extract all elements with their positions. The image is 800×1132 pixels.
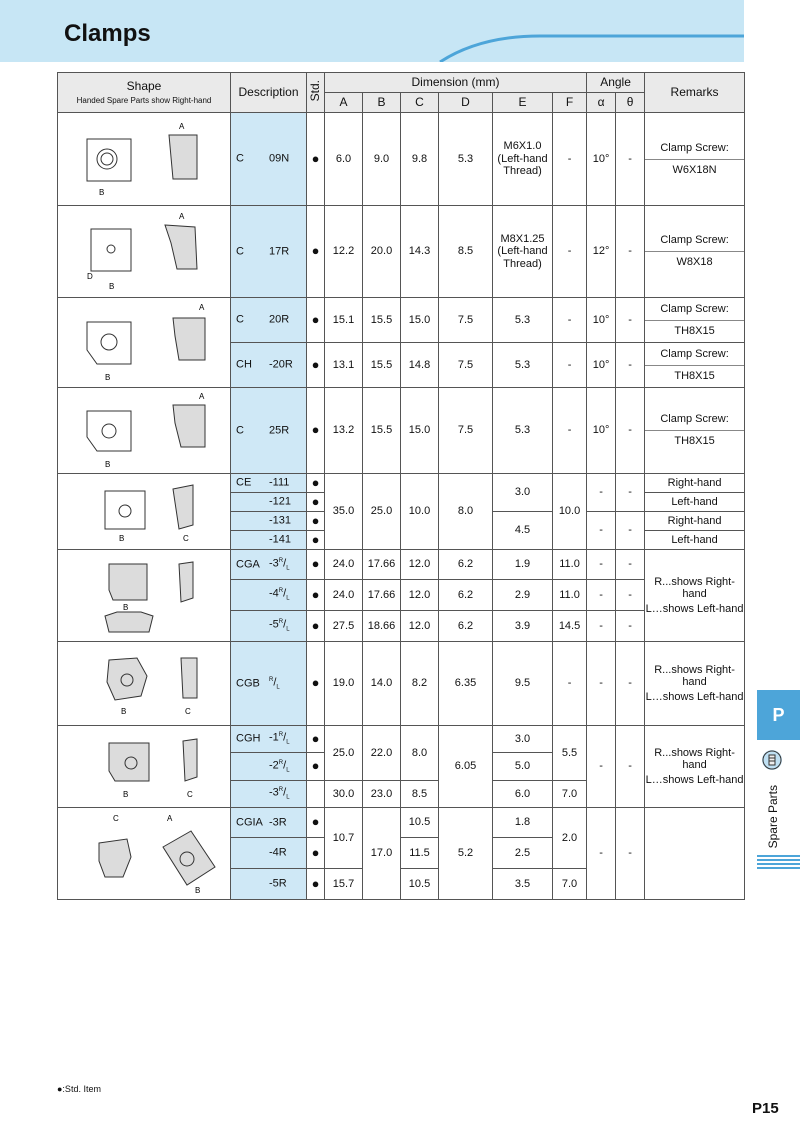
std-mark: ● xyxy=(307,493,325,512)
desc-ce131: -131 xyxy=(231,512,307,531)
cell-B: 14.0 xyxy=(363,642,401,726)
cell-C: 8.5 xyxy=(401,781,439,808)
cell-D: 5.3 xyxy=(439,113,493,206)
cell-A: 24.0 xyxy=(325,580,363,611)
std-mark: ● xyxy=(307,726,325,753)
cell-B: 20.0 xyxy=(363,206,401,298)
cell-F: - xyxy=(553,206,587,298)
cell-B: 9.0 xyxy=(363,113,401,206)
cell-D: 6.2 xyxy=(439,550,493,580)
cell-theta: - xyxy=(616,550,645,580)
cell-alpha: 10° xyxy=(587,343,616,388)
header-std: Std. xyxy=(307,73,325,113)
header-B: B xyxy=(363,93,401,113)
cell-C: 12.0 xyxy=(401,550,439,580)
svg-text:A: A xyxy=(199,391,205,401)
cell-A: 15.7 xyxy=(325,869,363,900)
std-mark: ● xyxy=(307,869,325,900)
cell-A: 27.5 xyxy=(325,611,363,642)
cell-E: 5.3 xyxy=(493,298,553,343)
std-mark: ● xyxy=(307,206,325,298)
cell-remarks: Clamp Screw: W6X18N xyxy=(645,113,745,206)
cell-B: 25.0 xyxy=(363,474,401,550)
table-row xyxy=(58,298,745,343)
svg-text:C: C xyxy=(113,813,119,823)
cell-remarks: R...shows Right-hand L…shows Left-hand xyxy=(645,642,745,726)
svg-text:B: B xyxy=(119,533,125,543)
svg-text:B: B xyxy=(99,187,105,197)
cell-remarks: R...shows Right-hand L…shows Left-hand xyxy=(645,550,745,642)
svg-text:B: B xyxy=(109,282,115,291)
shape-drawing-c09n xyxy=(58,113,231,206)
svg-text:B: B xyxy=(195,885,201,895)
cell-D: 6.05 xyxy=(439,726,493,808)
std-mark: ● xyxy=(307,298,325,343)
cell-theta: - xyxy=(616,611,645,642)
page-number: P15 xyxy=(752,1100,779,1117)
std-mark: ● xyxy=(307,388,325,474)
cell-A: 24.0 xyxy=(325,550,363,580)
svg-text:A: A xyxy=(199,303,205,312)
cell-remarks: R...shows Right-hand L…shows Left-hand xyxy=(645,726,745,808)
svg-text:B: B xyxy=(105,373,111,382)
cell-C: 15.0 xyxy=(401,388,439,474)
cell-A: 25.0 xyxy=(325,726,363,781)
cell-E: 3.0 xyxy=(493,726,553,753)
table-row xyxy=(58,113,745,206)
cell-C: 15.0 xyxy=(401,298,439,343)
cell-alpha: - xyxy=(587,580,616,611)
cell-theta: - xyxy=(616,474,645,512)
cell-B: 15.5 xyxy=(363,298,401,343)
cell-C: 10.5 xyxy=(401,869,439,900)
cell-D: 8.5 xyxy=(439,206,493,298)
cell-B: 17.66 xyxy=(363,580,401,611)
cell-F: 14.5 xyxy=(553,611,587,642)
cell-F: 7.0 xyxy=(553,869,587,900)
desc-c25r: C 25R xyxy=(231,388,307,474)
cell-remarks: Right-hand xyxy=(645,512,745,531)
cell-alpha: 12° xyxy=(587,206,616,298)
cell-C: 14.3 xyxy=(401,206,439,298)
svg-text:B: B xyxy=(123,789,129,799)
shape-drawing-c25r xyxy=(58,388,231,474)
std-mark: ● xyxy=(307,580,325,611)
cell-F: 2.0 xyxy=(553,808,587,869)
section-tab-p[interactable]: P xyxy=(757,690,800,740)
shape-drawing-c17r xyxy=(58,206,231,298)
std-mark: ● xyxy=(307,642,325,726)
cell-D: 6.35 xyxy=(439,642,493,726)
cell-remarks: Clamp Screw: TH8X15 xyxy=(645,343,745,388)
cell-alpha: - xyxy=(587,550,616,580)
cell-A: 13.1 xyxy=(325,343,363,388)
cell-A: 13.2 xyxy=(325,388,363,474)
desc-cga3: CGA $-3^R/_L$ xyxy=(231,550,307,580)
cell-A: 10.7 xyxy=(325,808,363,869)
std-mark: ● xyxy=(307,838,325,869)
cell-D: 7.5 xyxy=(439,343,493,388)
cell-E: 4.5 xyxy=(493,512,553,550)
cell-E: 2.9 xyxy=(493,580,553,611)
cell-C: 10.5 xyxy=(401,808,439,838)
cell-alpha: - xyxy=(587,642,616,726)
cell-B: 15.5 xyxy=(363,388,401,474)
table-row xyxy=(58,388,745,474)
cell-F: - xyxy=(553,113,587,206)
cell-F: 11.0 xyxy=(553,550,587,580)
side-stripes xyxy=(757,855,800,871)
shape-drawing-cgb xyxy=(58,642,231,726)
shape-drawing-cga xyxy=(58,550,231,642)
cell-F: - xyxy=(553,298,587,343)
svg-text:B: B xyxy=(123,602,129,612)
cell-F: 5.5 xyxy=(553,726,587,781)
cell-theta: - xyxy=(616,113,645,206)
cell-F: 10.0 xyxy=(553,474,587,550)
svg-text:C: C xyxy=(185,706,191,716)
page-title: Clamps xyxy=(64,20,151,47)
shape-drawing-cgia xyxy=(58,808,231,900)
cell-E: 2.5 xyxy=(493,838,553,869)
screw-icon xyxy=(762,750,782,770)
table-row xyxy=(58,642,745,726)
cell-E: 1.8 xyxy=(493,808,553,838)
desc-cgia5r: -5R xyxy=(231,869,307,900)
svg-text:A: A xyxy=(179,121,185,131)
header-alpha: α xyxy=(587,93,616,113)
desc-ce141: -141 xyxy=(231,531,307,550)
cell-B: 22.0 xyxy=(363,726,401,781)
std-mark: ● xyxy=(307,343,325,388)
cell-B: 15.5 xyxy=(363,343,401,388)
cell-B: 17.0 xyxy=(363,808,401,900)
cell-F: - xyxy=(553,343,587,388)
std-mark: ● xyxy=(307,753,325,781)
cell-F: - xyxy=(553,388,587,474)
cell-remarks: Clamp Screw: W8X18 xyxy=(645,206,745,298)
desc-cgia4r: -4R xyxy=(231,838,307,869)
cell-E: M6X1.0 (Left-hand Thread) xyxy=(493,113,553,206)
footnote-std-item: ●:Std. Item xyxy=(57,1084,101,1094)
desc-cgh3: $-3^R/_L$ xyxy=(231,781,307,808)
cell-alpha: - xyxy=(587,808,616,900)
cell-E: 5.3 xyxy=(493,343,553,388)
std-mark: ● xyxy=(307,808,325,838)
table-row xyxy=(58,550,745,580)
cell-C: 11.5 xyxy=(401,838,439,869)
header-C: C xyxy=(401,93,439,113)
svg-text:B: B xyxy=(105,459,111,469)
cell-F: 7.0 xyxy=(553,781,587,808)
std-mark: ● xyxy=(307,512,325,531)
side-label-spare-parts: Spare Parts xyxy=(766,785,780,849)
cell-alpha: 10° xyxy=(587,298,616,343)
header-shape: Shape Handed Spare Parts show Right-hand xyxy=(58,73,231,113)
cell-C: 8.2 xyxy=(401,642,439,726)
std-mark: ● xyxy=(307,611,325,642)
cell-D: 5.2 xyxy=(439,808,493,900)
cell-E: 5.0 xyxy=(493,753,553,781)
cell-alpha: - xyxy=(587,726,616,808)
cell-E: 1.9 xyxy=(493,550,553,580)
cell-C: 10.0 xyxy=(401,474,439,550)
cell-E: 3.0 xyxy=(493,474,553,512)
cell-alpha: 10° xyxy=(587,113,616,206)
cell-D: 6.2 xyxy=(439,611,493,642)
cell-B: 17.66 xyxy=(363,550,401,580)
desc-cgh1: CGH $-1^R/_L$ xyxy=(231,726,307,753)
cell-D: 7.5 xyxy=(439,388,493,474)
cell-B: 23.0 xyxy=(363,781,401,808)
header-F: F xyxy=(553,93,587,113)
cell-D: 7.5 xyxy=(439,298,493,343)
cell-theta: - xyxy=(616,298,645,343)
cell-D: 6.2 xyxy=(439,580,493,611)
cell-A: 35.0 xyxy=(325,474,363,550)
cell-A: 15.1 xyxy=(325,298,363,343)
cell-remarks: Clamp Screw: TH8X15 xyxy=(645,388,745,474)
cell-theta: - xyxy=(616,206,645,298)
cell-A: 6.0 xyxy=(325,113,363,206)
header-D: D xyxy=(439,93,493,113)
cell-theta: - xyxy=(616,808,645,900)
header-theta: θ xyxy=(616,93,645,113)
cell-C: 8.0 xyxy=(401,726,439,781)
cell-C: 12.0 xyxy=(401,580,439,611)
cell-E: 5.3 xyxy=(493,388,553,474)
cell-theta: - xyxy=(616,388,645,474)
cell-F: 11.0 xyxy=(553,580,587,611)
svg-text:C: C xyxy=(187,789,193,799)
cell-E: 9.5 xyxy=(493,642,553,726)
table-row xyxy=(58,206,745,298)
std-mark: ● xyxy=(307,113,325,206)
cell-alpha: 10° xyxy=(587,388,616,474)
header-remarks: Remarks xyxy=(645,73,745,113)
cell-remarks xyxy=(645,808,745,900)
table-row xyxy=(58,726,745,753)
cell-A: 12.2 xyxy=(325,206,363,298)
svg-text:C: C xyxy=(183,533,189,543)
shape-drawing-ce xyxy=(58,474,231,550)
cell-remarks: Left-hand xyxy=(645,531,745,550)
std-mark: ● xyxy=(307,550,325,580)
cell-remarks: Clamp Screw: TH8X15 xyxy=(645,298,745,343)
desc-c17r: C 17R xyxy=(231,206,307,298)
std-mark xyxy=(307,781,325,808)
cell-D: 8.0 xyxy=(439,474,493,550)
cell-E: 6.0 xyxy=(493,781,553,808)
table-row xyxy=(58,808,745,838)
cell-A: 19.0 xyxy=(325,642,363,726)
cell-F: - xyxy=(553,642,587,726)
cell-E: M8X1.25 (Left-hand Thread) xyxy=(493,206,553,298)
cell-theta: - xyxy=(616,726,645,808)
desc-cga4: $-4^R/_L$ xyxy=(231,580,307,611)
shape-drawing-c20r xyxy=(58,298,231,388)
std-mark: ● xyxy=(307,474,325,493)
cell-remarks: Right-hand xyxy=(645,474,745,493)
cell-theta: - xyxy=(616,512,645,550)
desc-ce121: -121 xyxy=(231,493,307,512)
cell-E: 3.9 xyxy=(493,611,553,642)
desc-cgb: CGB $^R/_L$ xyxy=(231,642,307,726)
header-E: E xyxy=(493,93,553,113)
cell-C: 12.0 xyxy=(401,611,439,642)
cell-alpha: - xyxy=(587,512,616,550)
cell-theta: - xyxy=(616,343,645,388)
table-row xyxy=(58,474,745,493)
cell-remarks: Left-hand xyxy=(645,493,745,512)
cell-A: 30.0 xyxy=(325,781,363,808)
svg-text:B: B xyxy=(121,706,127,716)
cell-C: 9.8 xyxy=(401,113,439,206)
cell-alpha: - xyxy=(587,611,616,642)
cell-B: 18.66 xyxy=(363,611,401,642)
std-mark: ● xyxy=(307,531,325,550)
clamps-table xyxy=(57,72,745,900)
desc-ch20r: CH -20R xyxy=(231,343,307,388)
header-dimension: Dimension (mm) xyxy=(325,73,587,93)
cell-alpha: - xyxy=(587,474,616,512)
desc-cga5: $-5^R/_L$ xyxy=(231,611,307,642)
svg-text:D: D xyxy=(87,272,93,281)
header-angle: Angle xyxy=(587,73,645,93)
desc-c09n: C 09N xyxy=(231,113,307,206)
desc-ce111: CE -111 xyxy=(231,474,307,493)
svg-text:A: A xyxy=(167,813,173,823)
shape-drawing-cgh xyxy=(58,726,231,808)
svg-text:A: A xyxy=(179,212,185,221)
header-A: A xyxy=(325,93,363,113)
header-description: Description xyxy=(231,73,307,113)
cell-C: 14.8 xyxy=(401,343,439,388)
cell-E: 3.5 xyxy=(493,869,553,900)
desc-cgia3r: CGIA -3R xyxy=(231,808,307,838)
cell-theta: - xyxy=(616,580,645,611)
cell-theta: - xyxy=(616,642,645,726)
desc-cgh2: $-2^R/_L$ xyxy=(231,753,307,781)
desc-c20r: C 20R xyxy=(231,298,307,343)
